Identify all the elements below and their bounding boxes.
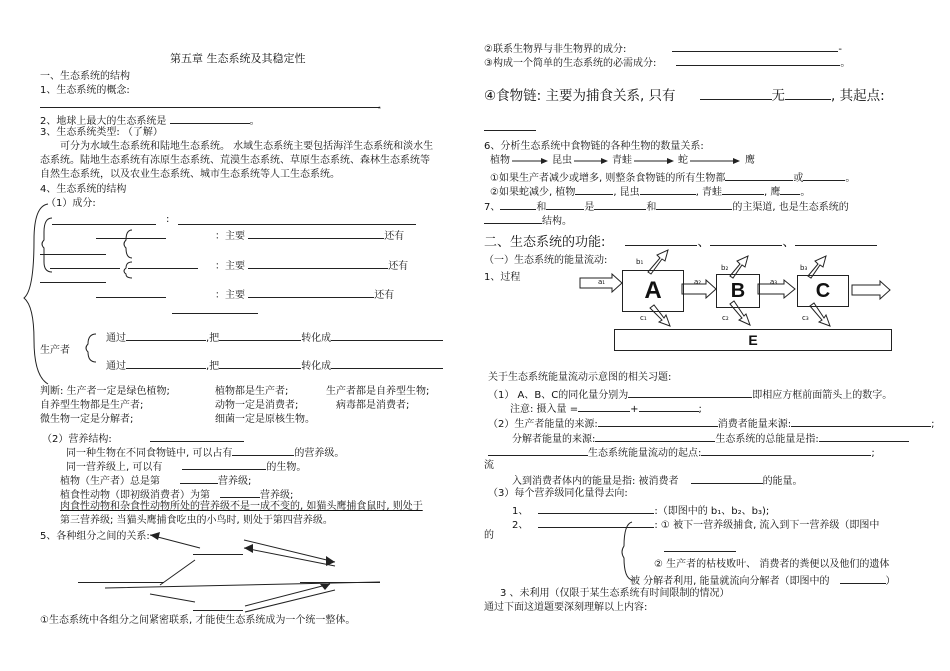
trophic-line-3: 植物（生产者）总是第 营养级; [60,473,251,488]
intake-note: 注意: 摄入量 = + ; [510,401,702,416]
label-c3: c₃ [802,314,809,322]
paragraph-line: 态系统。陆地生态系统有冻原生态系统、荒漠生态系统、草原生态系统、森林生态系统等 [40,155,430,166]
question-1: 1、生态系统的概念: [40,85,130,96]
label-c2: c₂ [722,314,729,322]
colon: : [166,214,170,225]
producer-label: 生产者 [40,345,70,356]
judge-line-1c: 生产者都是自养型生物; [326,386,430,397]
chain-producer: 植物 [490,155,510,166]
node-a: A [622,270,684,312]
component-main-2: ：主要 还有 [215,258,408,273]
producer-line-2: 通过 ,把 转化成 [106,358,443,373]
diagram-question-2: （2）生产者能量的来源: 消费者能量来源: ; [488,416,934,431]
question-7: 7、 和 是 和 的主渠道, 也是生态系统的 [484,199,849,214]
period-mark: 。 [378,101,386,110]
section-2-heading: 二、生态系统的功能: 、 、 [484,233,877,251]
process-label: 1、过程 [484,272,521,283]
question-4: 4、生态系统的结构 [40,184,127,195]
component-main-3: ：主要 还有 [215,287,394,302]
food-chain-definition: ④食物链: 主要为捕食关系, 只有 无 , 其起点: [484,88,885,104]
section-1-heading: 一、生态系统的结构 [40,71,130,82]
diagram-question-1: （1） A、B、C的同化量分别为 即相应方框前面箭头上的数字。 [488,387,892,402]
destination-3: 3 、未利用（仅限于某生态系统有时间限制的情况） [500,588,730,599]
chain-snake: 蛇 [678,155,688,166]
judge-line-1b: 植物都是生产者; [215,386,289,397]
question-3: 3、生态系统类型: （了解） [40,127,163,138]
judge-line-2b: 动物一定是消费者; [215,400,299,411]
judge-line-3: 微生物一定是分解者; [40,414,134,425]
right-q-r2: ③构成一个简单的生态系统的必需成分: 。 [484,55,850,70]
destination-2b: ② 生产者的枯枝败叶、 消费者的粪便以及他们的遗体 [654,559,890,570]
trophic-line-6: 第三营养级; 当猫头鹰捕食吃虫的小鸟时, 则处于第四营养级。 [60,515,333,526]
node-c: C [797,275,849,307]
chapter-title: 第五章 生态系统及其稳定性 [170,52,306,65]
diagram-question-2b: 分解者能量的来源: 生态系统的总能量是指: [512,431,909,446]
node-b: B [716,274,760,308]
closing-note: 通过下面这道题要深刻理解以上内容: [484,602,648,613]
producer-line-1: 通过 ,把 转化成 [106,330,443,345]
chain-frog: 青蛙 [612,155,632,166]
chain-insect: 昆虫 [552,155,572,166]
paragraph-line: 可分为水域生态系统和陆地生态系统。 水域生态系统主要包括海洋生态系统和淡水生 [60,141,434,152]
judge-line-1: 判断: 生产者一定是绿色植物; [40,386,170,397]
trophic-line-5: 肉食性动物和杂食性动物所处的营养级不是一成不变的, 如猫头鹰捕食鼠时, 则处于 [60,501,423,512]
diagram-question-2c: 生态系统能量流动的起点: ; [488,445,875,460]
label-b1: b₁ [636,258,644,266]
of-word: 的 [484,530,494,541]
label-c1: c₁ [640,314,647,322]
diagram-question-3: （3）每个营养级同化量得去向: [488,488,628,499]
destination-1: 1、 :（即图中的 b₁、b₂、b₃); [512,503,769,518]
component-main-1: ：主要 还有 [215,228,404,243]
label-b2: b₂ [721,264,729,272]
judge-line-2c: 病毒都是消费者; [336,400,410,411]
energy-flow-heading: （一）生态系统的能量流动: [484,255,608,266]
judge-line-3b: 细菌一定是原核生物。 [215,414,315,425]
label-a2: a₂ [694,278,702,286]
trophic-line-4: 植食性动物（即初级消费者）为第 营养级; [60,487,293,502]
diagram-questions-heading: 关于生态系统能量流动示意图的相关习题: [488,372,672,383]
flow-word: 流 [484,460,494,471]
chain-eagle: 鹰 [745,155,755,166]
judge-line-2: 自养型生物都是生产者; [40,400,144,411]
question-6: 6、分析生态系统中食物链的各种生物的数量关系: [484,141,704,152]
trophic-line-1: 同一种生物在不同食物链中, 可以占有 的营养级。 [66,445,344,460]
trophic-line-2: 同一营养级上, 可以有 的生物。 [66,459,306,474]
question-5: 5、各种组分之间的关系: [40,531,150,542]
footnote-1: ①生态系统中各组分之间紧密联系, 才能使生态系统成为一个统一整体。 [40,615,356,626]
question-7-end: 结构。 [484,213,572,228]
destination-2c: 被 分解者利用, 能量就流向分解者（即图中的 ） [630,573,896,588]
diagram-question-2d: 入到消费者体内的能量是指: 被消费者 的能量。 [512,473,803,488]
node-e: E [614,329,892,351]
label-b3: b₃ [800,264,808,272]
label-a1: a₁ [598,278,606,286]
label-a3: a₃ [770,278,778,286]
deduction-2: ②如果蛇减少, 植物 , 昆虫 , 青蛙 , 鹰 。 [490,184,810,199]
right-q-r1: ②联系生物界与非生物界的成分: - [484,41,842,56]
components-heading: （1）成分: [46,198,96,209]
question-2: 2、地球上最大的生态系统是 。 [40,113,260,128]
trophic-heading: （2）营养结构: [42,431,244,446]
deduction-1: ①如果生产者减少或增多, 则整条食物链的所有生物都 或 。 [490,170,855,185]
destination-2: 2、 : ① 被下一营养级捕食, 流入到下一营养级（即图中 [512,517,879,532]
paragraph-line: 自然生态系统，以及农业生态系统、城市生态系统等人工生态系统。 [40,169,340,180]
